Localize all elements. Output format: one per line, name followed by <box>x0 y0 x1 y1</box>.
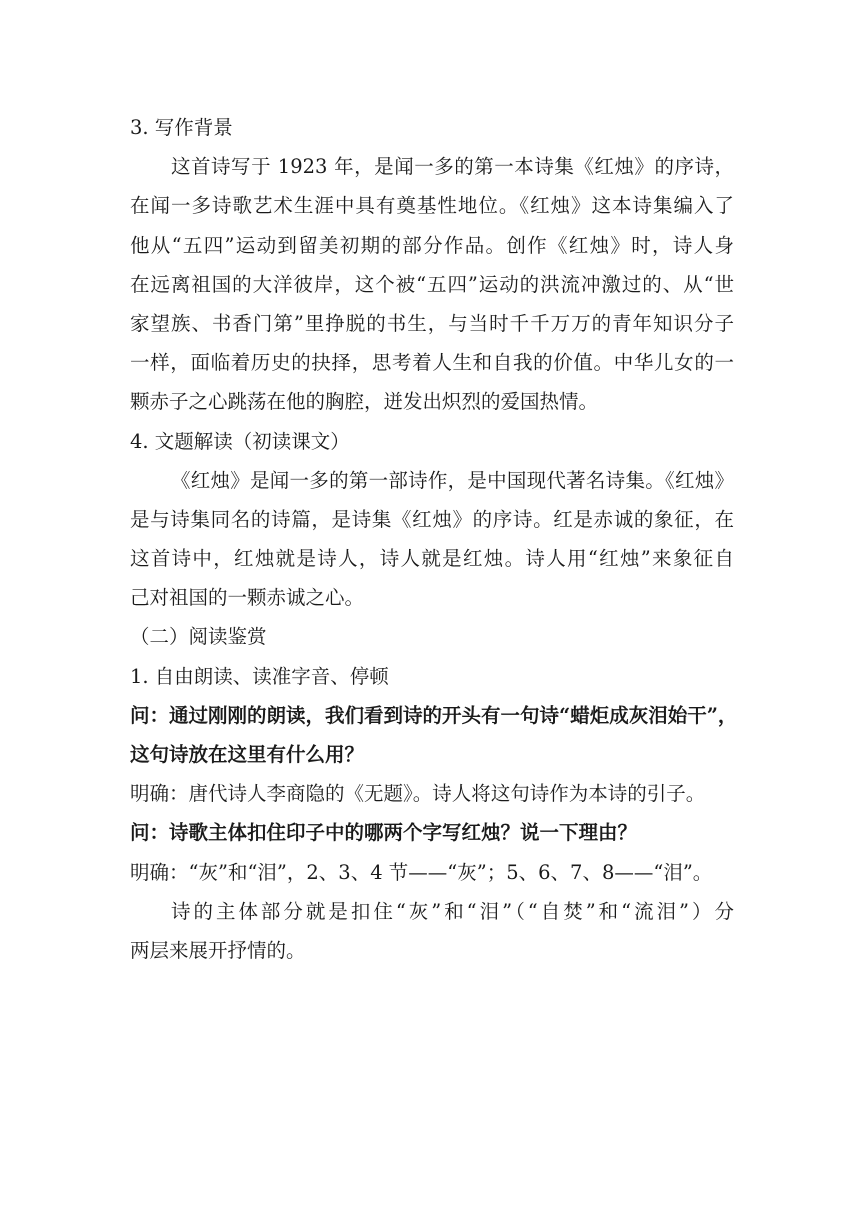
subheading-read-aloud: 1. 自由朗读、读准字音、停顿 <box>130 664 389 688</box>
section-heading-title-interpretation: 4. 文题解读（初读课文） <box>130 429 350 453</box>
paragraph-line: 在远离祖国的大洋彼岸，这个被“五四”运动的洪流冲激过的、从“世 <box>130 272 734 296</box>
answer-line: 明确：“灰”和“泪”，2、3、4 节——“灰”；5、6、7、8——“泪”。 <box>130 860 713 884</box>
paragraph-line: 家望族、书香门第”里挣脱的书生，与当时千千万万的青年知识分子 <box>130 311 734 335</box>
paragraph-line: 《红烛》是闻一多的第一部诗作，是中国现代著名诗集。《红烛》 <box>171 468 734 492</box>
question-line: 这句诗放在这里有什么用？ <box>130 743 365 766</box>
question-line: 问：通过刚刚的朗读，我们看到诗的开头有一句诗“蜡炬成灰泪始干”， <box>130 703 738 727</box>
section-heading-reading-appreciation: （二）阅读鉴赏 <box>130 625 267 649</box>
question-line: 问：诗歌主体扣住印子中的哪两个字写红烛？说一下理由？ <box>130 821 638 845</box>
answer-line: 明确：唐代诗人李商隐的《无题》。诗人将这句诗作为本诗的引子。 <box>130 782 706 806</box>
paragraph-line: 这首诗中，红烛就是诗人，诗人就是红烛。诗人用“红烛”来象征自 <box>130 547 734 571</box>
paragraph-line: 他从“五四”运动到留美初期的部分作品。创作《红烛》时，诗人身 <box>130 233 734 257</box>
paragraph-line: 一样，面临着历史的抉择，思考着人生和自我的价值。中华儿女的一 <box>130 351 734 375</box>
paragraph-line: 颗赤子之心跳荡在他的胸腔，迸发出炽烈的爱国热情。 <box>130 390 599 414</box>
paragraph-line: 在闻一多诗歌艺术生涯中具有奠基性地位。《红烛》这本诗集编入了 <box>130 194 734 218</box>
paragraph-line: 两层来展开抒情的。 <box>130 938 306 962</box>
paragraph-line: 诗的主体部分就是扣住“灰”和“泪”（“自焚”和“流泪”）分 <box>171 899 734 923</box>
paragraph-line: 己对祖国的一颗赤诚之心。 <box>130 586 365 610</box>
paragraph-line: 是与诗集同名的诗篇，是诗集《红烛》的序诗。红是赤诚的象征，在 <box>130 507 734 531</box>
paragraph-line: 这首诗写于 1923 年，是闻一多的第一本诗集《红烛》的序诗， <box>171 155 734 179</box>
section-heading-writing-background: 3. 写作背景 <box>130 116 233 139</box>
document-page <box>130 108 738 970</box>
